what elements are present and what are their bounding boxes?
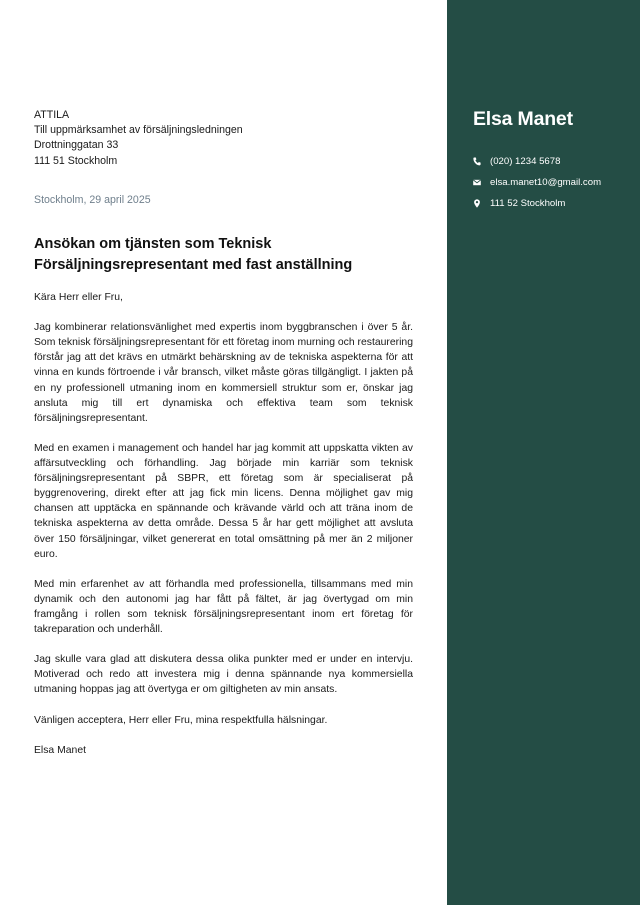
phone-number: (020) 1234 5678 <box>490 156 561 167</box>
location-pin-icon <box>473 199 481 208</box>
letter-text <box>34 290 413 758</box>
email-address: elsa.manet10@gmail.com <box>490 177 602 188</box>
recipient-address <box>34 108 243 169</box>
recipient-postal: 111 51 Stockholm <box>34 154 118 167</box>
postal-address: 111 52 Stockholm <box>490 198 566 209</box>
contact-phone <box>473 156 560 167</box>
paragraph-3: Med min erfarenhet av att förhandla med professionella, tillsammans med min dynamik och den autonomi jag har fått på fältet, är jag övertygad om min framgång i rollen som teknisk försäljningsrepresentant inom ert företag för takreparation och underhåll. <box>34 578 413 636</box>
recipient-street: Drottninggatan 33 <box>34 139 119 152</box>
paragraph-4: Jag skulle vara glad att diskutera dessa olika punkter med er under en intervju. Motiverad och redo att investera mig i denna spännande nya kommersiella utmaning hoppas jag att övertyga er om giltigheten av min ansats. <box>34 654 413 696</box>
contact-address <box>473 198 565 209</box>
contact-email <box>473 177 601 188</box>
sender-name: Elsa Manet <box>473 108 573 130</box>
paragraph-1: Jag kombinerar relationsvänlighet med expertis inom byggbranschen i över 5 år. Som teknisk försäljningsrepresentant för ett företag inom murning och restaurering förstår jag att det krävs en utmärkt behärskning av de tekniska aspekterna för att vinna en kunds förtroende i vår bransch, vilket måste göras tillgängligt. I jakten på en ny professionell utmaning inom en kommersiell struktur som er, önskar jag ansluta mig till ert dynamiska och effektiva team som teknisk försäljningsrepresentant. <box>34 322 413 424</box>
paragraph-2: Med en examen i management och handel har jag kommit att uppskatta vikten av affärsutveckling och förhandling. Jag började min karriär som teknisk försäljningsrepresentant på SBPR, ett företag som är specialiserat på byggrenovering, direkt efter att jag fick min licens. Denna möjlighet gav mig chansen att upptäcka en spännande och krävande värld och att träna inom de tekniska aspekterna av detta område. Dessa 5 år har gett möjlighet att avsluta över 150 försäljningar, vilket genererat en total omsättning på mer än 2 miljoner euro. <box>34 442 413 560</box>
phone-icon <box>473 157 481 166</box>
envelope-icon <box>473 178 481 187</box>
closing: Vänligen acceptera, Herr eller Fru, mina respektfulla hälsningar. <box>34 714 328 726</box>
salutation: Kära Herr eller Fru, <box>34 292 123 303</box>
recipient-attention: Till uppmärksamhet av försäljningsledningen <box>34 124 243 137</box>
letter-subject: Ansökan om tjänsten som Teknisk Försäljningsrepresentant med fast anställning <box>34 236 353 273</box>
recipient-company: ATTILA <box>34 109 70 121</box>
letter-date: Stockholm, 29 april 2025 <box>34 194 151 206</box>
contact-sidebar <box>447 0 640 905</box>
signature: Elsa Manet <box>34 744 86 756</box>
